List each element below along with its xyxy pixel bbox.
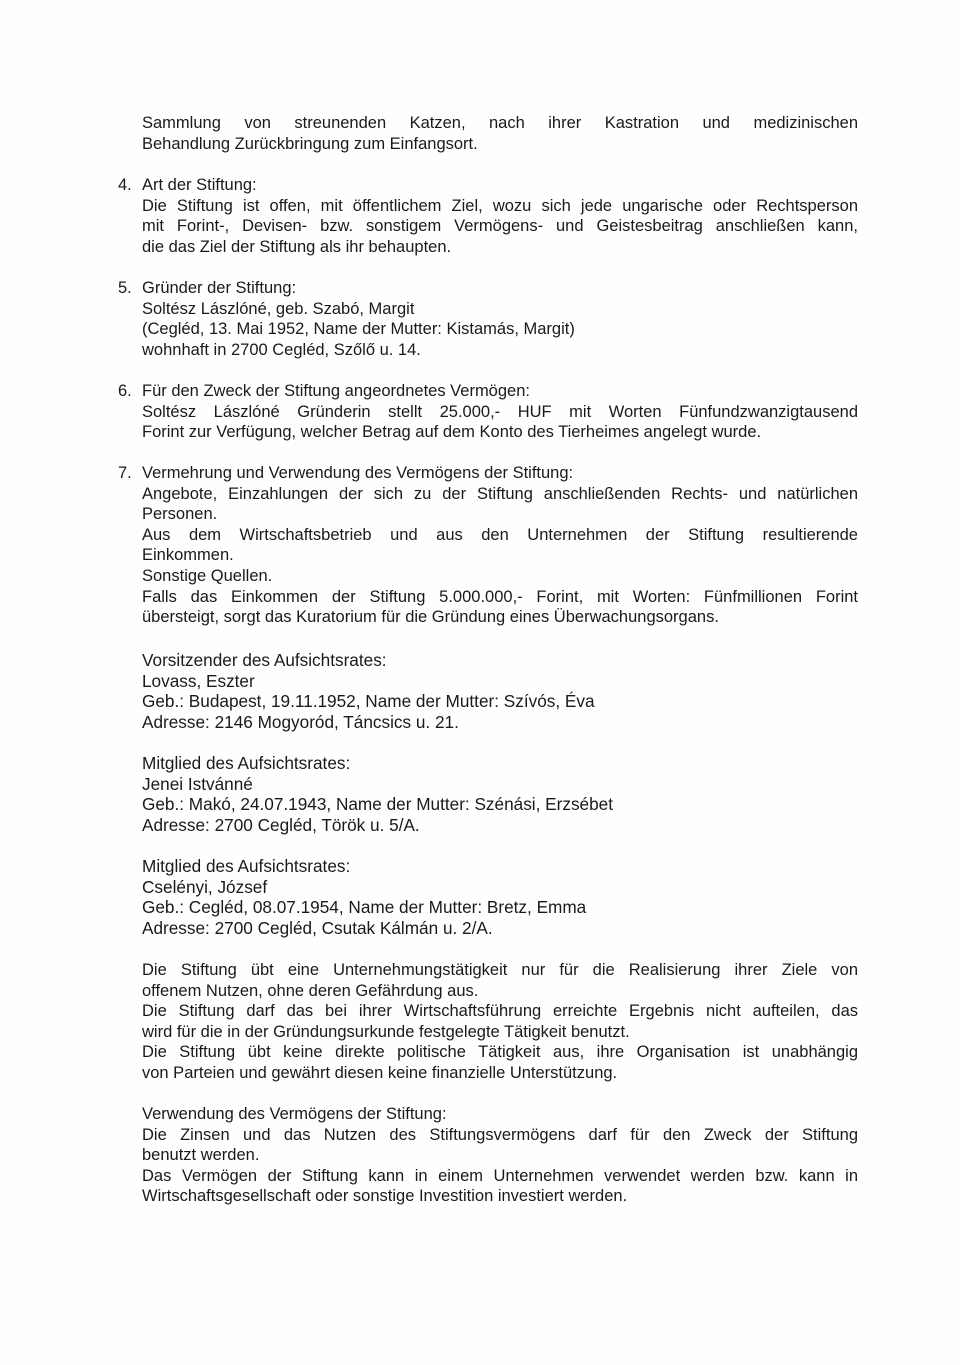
text-line: Personen.: [142, 505, 218, 524]
text-line: wird für die in der Gründungsurkunde festgelegte Tätigkeit benutzt.: [142, 1022, 630, 1041]
text-line: Das Vermögen der Stiftung kann in einem Unternehmen verwendet werden bzw. kann in: [142, 1166, 858, 1185]
usage-paragraph: [118, 1104, 858, 1207]
supervisory-member-2: [118, 856, 858, 938]
role-label: Mitglied des Aufsichtsrates:: [142, 753, 351, 773]
text-line: Die Zinsen und das Nutzen des Stiftungsvermögens darf für den Zweck der Stiftung: [142, 1125, 858, 1144]
text-line: wohnhaft in 2700 Cegléd, Szőlő u. 14.: [142, 340, 421, 359]
text-line: Behandlung Zurückbringung zum Einfangsort.: [142, 134, 478, 153]
text-line: Die Stiftung ist offen, mit öffentlichem Ziel, wozu sich jede ungarische oder Rechtsperson: [142, 196, 858, 215]
role-label: Vorsitzender des Aufsichtsrates:: [142, 650, 387, 670]
text-line: benutzt werden.: [142, 1146, 260, 1165]
person-name: Jenei Istvánné: [142, 773, 253, 794]
address: Adresse: 2146 Mogyoród, Táncsics u. 21.: [142, 711, 459, 732]
section-heading: Art der Stiftung:: [142, 176, 257, 194]
address: Adresse: 2700 Cegléd, Török u. 5/A.: [142, 814, 420, 835]
section-7: [118, 463, 858, 628]
text-line: Die Stiftung darf das bei ihrer Wirtschaftsführung erreichte Ergebnis nicht aufteilen, das: [142, 1002, 858, 1021]
section-number: 7.: [118, 464, 132, 482]
section-heading: Für den Zweck der Stiftung angeordnetes Vermögen:: [142, 382, 530, 400]
text-line: offenem Nutzen, ohne deren Gefährdung aus.: [142, 981, 479, 1000]
activity-paragraph: [118, 960, 858, 1084]
person-name: Cselényi, József: [142, 876, 268, 897]
text-line: mit Forint-, Devisen- bzw. sonstigem Vermögens- und Geistesbeitrag anschließen kann,: [142, 217, 858, 236]
text-line: Soltész Lászlóné, geb. Szabó, Margit: [142, 299, 415, 318]
text-line: Einkommen.: [142, 546, 234, 565]
text-line: übersteigt, sorgt das Kuratorium für die Gründung eines Überwachungsorgans.: [142, 608, 719, 627]
section-heading: Vermehrung und Verwendung des Vermögens der Stiftung:: [142, 464, 574, 482]
section-number: 5.: [118, 279, 132, 297]
section-number: 4.: [118, 176, 132, 194]
text-line: Soltész Lászlóné Gründerin stellt 25.000,- HUF mit Worten Fünfundzwanzigtausend: [142, 402, 858, 421]
text-line: Angebote, Einzahlungen der sich zu der Stiftung anschließenden Rechts- und natürlichen: [142, 484, 858, 503]
supervisory-chair: [118, 650, 858, 732]
text-line: Sonstige Quellen.: [142, 566, 273, 585]
role-label: Mitglied des Aufsichtsrates:: [142, 856, 351, 876]
section-4: [118, 175, 858, 257]
text-line: von Parteien und gewährt diesen keine finanzielle Unterstützung.: [142, 1063, 618, 1082]
text-line: Sammlung von streunenden Katzen, nach ihrer Kastration und medizinischen: [142, 114, 858, 132]
birth-info: Geb.: Makó, 24.07.1943, Name der Mutter: Szénási, Erzsébet: [142, 794, 613, 815]
section-heading: Gründer der Stiftung:: [142, 279, 297, 297]
text-line: die das Ziel der Stiftung als ihr behaupten.: [142, 237, 452, 256]
birth-info: Geb.: Budapest, 19.11.1952, Name der Mutter: Szívós, Éva: [142, 691, 595, 712]
intro-paragraph: [118, 113, 858, 154]
text-line: Forint zur Verfügung, welcher Betrag auf dem Konto des Tierheimes angelegt wurde.: [142, 423, 762, 442]
person-name: Lovass, Eszter: [142, 670, 255, 691]
section-6: [118, 381, 858, 443]
birth-info: Geb.: Cegléd, 08.07.1954, Name der Mutter: Bretz, Emma: [142, 897, 587, 918]
address: Adresse: 2700 Cegléd, Csutak Kálmán u. 2/A.: [142, 917, 493, 938]
text-line: Die Stiftung übt keine direkte politische Tätigkeit aus, ihre Organisation ist unabhängig: [142, 1043, 858, 1062]
text-line: Die Stiftung übt eine Unternehmungstätigkeit nur für die Realisierung ihrer Ziele von: [142, 961, 858, 979]
text-line: (Cegléd, 13. Mai 1952, Name der Mutter: Kistamás, Margit): [142, 320, 575, 339]
section-5: [118, 278, 858, 360]
text-line: Falls das Einkommen der Stiftung 5.000.000,- Forint, mit Worten: Fünfmillionen Forint: [142, 587, 858, 606]
section-number: 6.: [118, 382, 132, 400]
text-line: Wirtschaftsgesellschaft oder sonstige Investition investiert werden.: [142, 1187, 628, 1206]
supervisory-member-1: [118, 753, 858, 835]
section-heading: Verwendung des Vermögens der Stiftung:: [142, 1105, 447, 1123]
text-line: Aus dem Wirtschaftsbetrieb und aus den Unternehmen der Stiftung resultierende: [142, 525, 858, 544]
